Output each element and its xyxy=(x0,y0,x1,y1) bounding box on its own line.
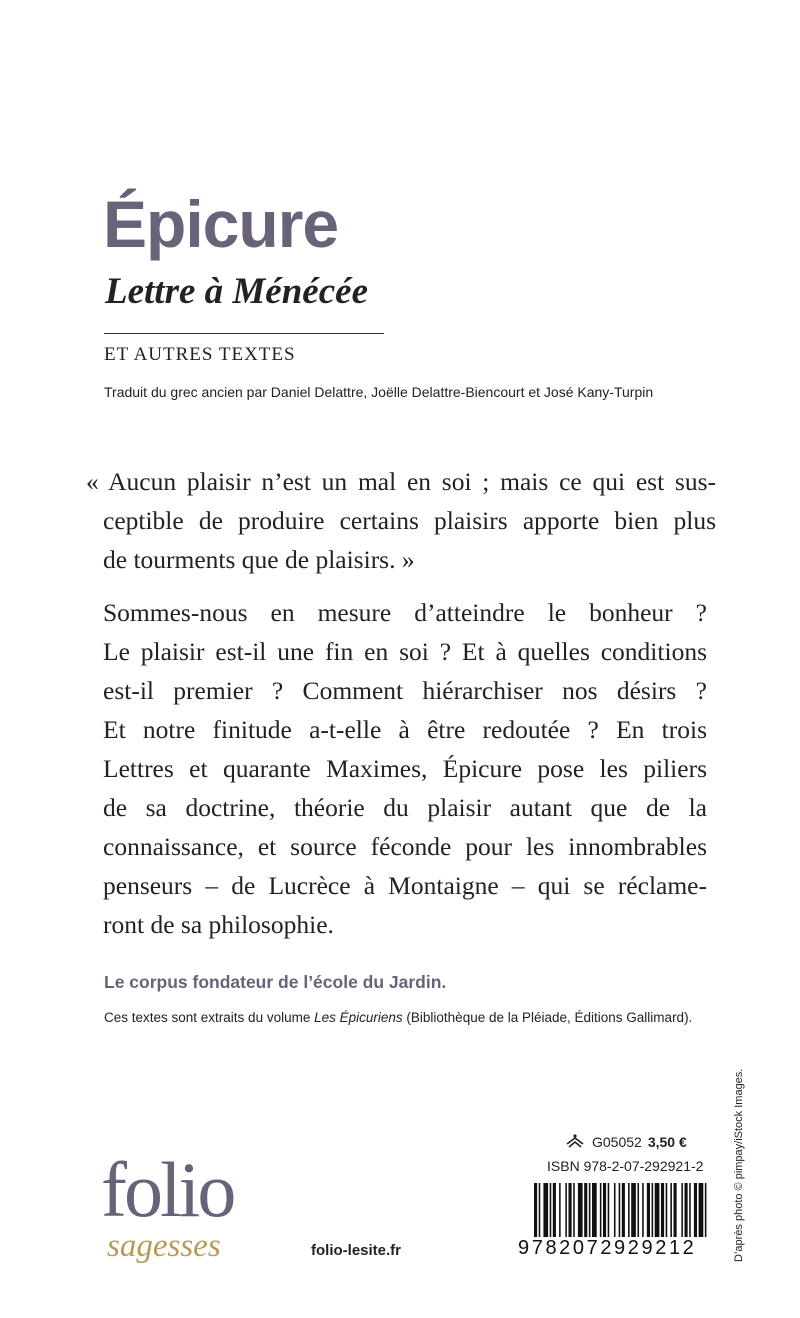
barcode-bar xyxy=(603,1183,606,1237)
title-divider xyxy=(104,333,384,334)
blurb-line: penseurs – de Lucrèce à Montaigne – qui se réclame- xyxy=(103,871,707,900)
barcode-bar xyxy=(699,1183,704,1237)
barcode-bar xyxy=(694,1183,697,1237)
source-note xyxy=(104,1008,692,1028)
quote-line: « Aucun plaisir n’est un mal en soi ; mais ce qui est sus- xyxy=(86,467,716,496)
barcode-bar xyxy=(619,1183,621,1237)
blurb-line: est-il premier ? Comment hiérarchiser nos désirs ? xyxy=(103,676,707,705)
folio-logo: folio xyxy=(101,1146,234,1233)
source-volume: Les Épicuriens xyxy=(314,1010,403,1025)
barcode-digits: 9782072929212 xyxy=(518,1237,697,1259)
barcode-bar xyxy=(534,1183,537,1237)
blurb-line: Et notre finitude a-t-elle à être redoutée ? En trois xyxy=(103,715,707,744)
barcode-bar xyxy=(614,1183,616,1237)
isbn: ISBN 978-2-07-292921-2 xyxy=(547,1158,704,1174)
quote-line: de tourments que de plaisirs. » xyxy=(103,545,415,574)
blurb-text xyxy=(103,593,707,944)
barcode-bar xyxy=(559,1183,561,1237)
barcode-bar xyxy=(543,1183,548,1237)
barcode-bar xyxy=(642,1183,644,1237)
price: 3,50 € xyxy=(647,1134,687,1150)
book-subtitle: ET AUTRES TEXTES xyxy=(104,344,296,365)
barcode-bar xyxy=(578,1183,583,1237)
product-code: G05052 xyxy=(592,1134,642,1150)
barcode-bar xyxy=(539,1183,541,1237)
barcode-bar xyxy=(652,1183,654,1237)
source-prefix: Ces textes sont extraits du volume xyxy=(104,1010,315,1025)
barcode-bar xyxy=(628,1183,630,1237)
barcode-bar xyxy=(647,1183,650,1237)
tagline: Le corpus fondateur de l’école du Jardin. xyxy=(104,972,447,992)
blurb-line: Le plaisir est-il une fin en soi ? Et à quelles conditions xyxy=(103,637,707,666)
barcode-bar xyxy=(674,1183,677,1237)
source-suffix: (Bibliothèque de la Pléiade, Éditions Gallimard). xyxy=(402,1010,693,1025)
barcode-bar xyxy=(670,1183,672,1237)
barcode-bar xyxy=(584,1183,587,1237)
photo-credit: D’après photo © pimpay/iStock Images. xyxy=(733,1068,745,1262)
barcode-bar xyxy=(553,1183,556,1237)
barcode-bar xyxy=(600,1183,602,1237)
barcode-bar xyxy=(661,1183,664,1237)
publisher-website: folio-lesite.fr xyxy=(311,1242,402,1259)
epigraph-quote xyxy=(86,462,716,579)
quote-line: ceptible de produire certains plaisirs apporte bien plus xyxy=(103,506,716,535)
barcode-bar xyxy=(565,1183,567,1237)
blurb-line: connaissance, et source féconde pour les innombrables xyxy=(103,832,707,861)
barcode-bar xyxy=(573,1183,575,1237)
book-title: Lettre à Ménécée xyxy=(105,271,368,312)
product-code-line xyxy=(566,1132,687,1153)
author-name: Épicure xyxy=(103,187,339,261)
barcode-bar xyxy=(705,1183,707,1237)
barcode-bar xyxy=(655,1183,660,1237)
blurb-line: ront de sa philosophie. xyxy=(103,910,334,939)
barcode xyxy=(534,1183,708,1237)
blurb-line: de sa doctrine, théorie du plaisir autant que de la xyxy=(103,793,707,822)
barcode-bar xyxy=(622,1183,625,1237)
barcode-bar xyxy=(684,1183,687,1237)
sagesses-logo: sagesses xyxy=(107,1228,221,1264)
barcode-bar xyxy=(681,1183,683,1237)
barcode-bar xyxy=(608,1183,610,1237)
blurb-line: Sommes-nous en mesure d’atteindre le bonheur ? xyxy=(103,598,707,627)
blurb-line: Lettres et quarante Maximes, Épicure pose les piliers xyxy=(103,754,707,783)
barcode-bar xyxy=(568,1183,571,1237)
barcode-bar xyxy=(592,1183,597,1237)
reading-symbol-icon xyxy=(566,1133,584,1153)
barcode-bar xyxy=(689,1183,691,1237)
barcode-bar xyxy=(631,1183,636,1237)
barcode-bar xyxy=(666,1183,668,1237)
barcode-bar xyxy=(550,1183,552,1237)
barcode-bar xyxy=(589,1183,591,1237)
barcode-bar xyxy=(637,1183,639,1237)
translators-credit: Traduit du grec ancien par Daniel Delattre, Joëlle Delattre-Biencourt et José Kany-Turpin xyxy=(104,384,654,400)
